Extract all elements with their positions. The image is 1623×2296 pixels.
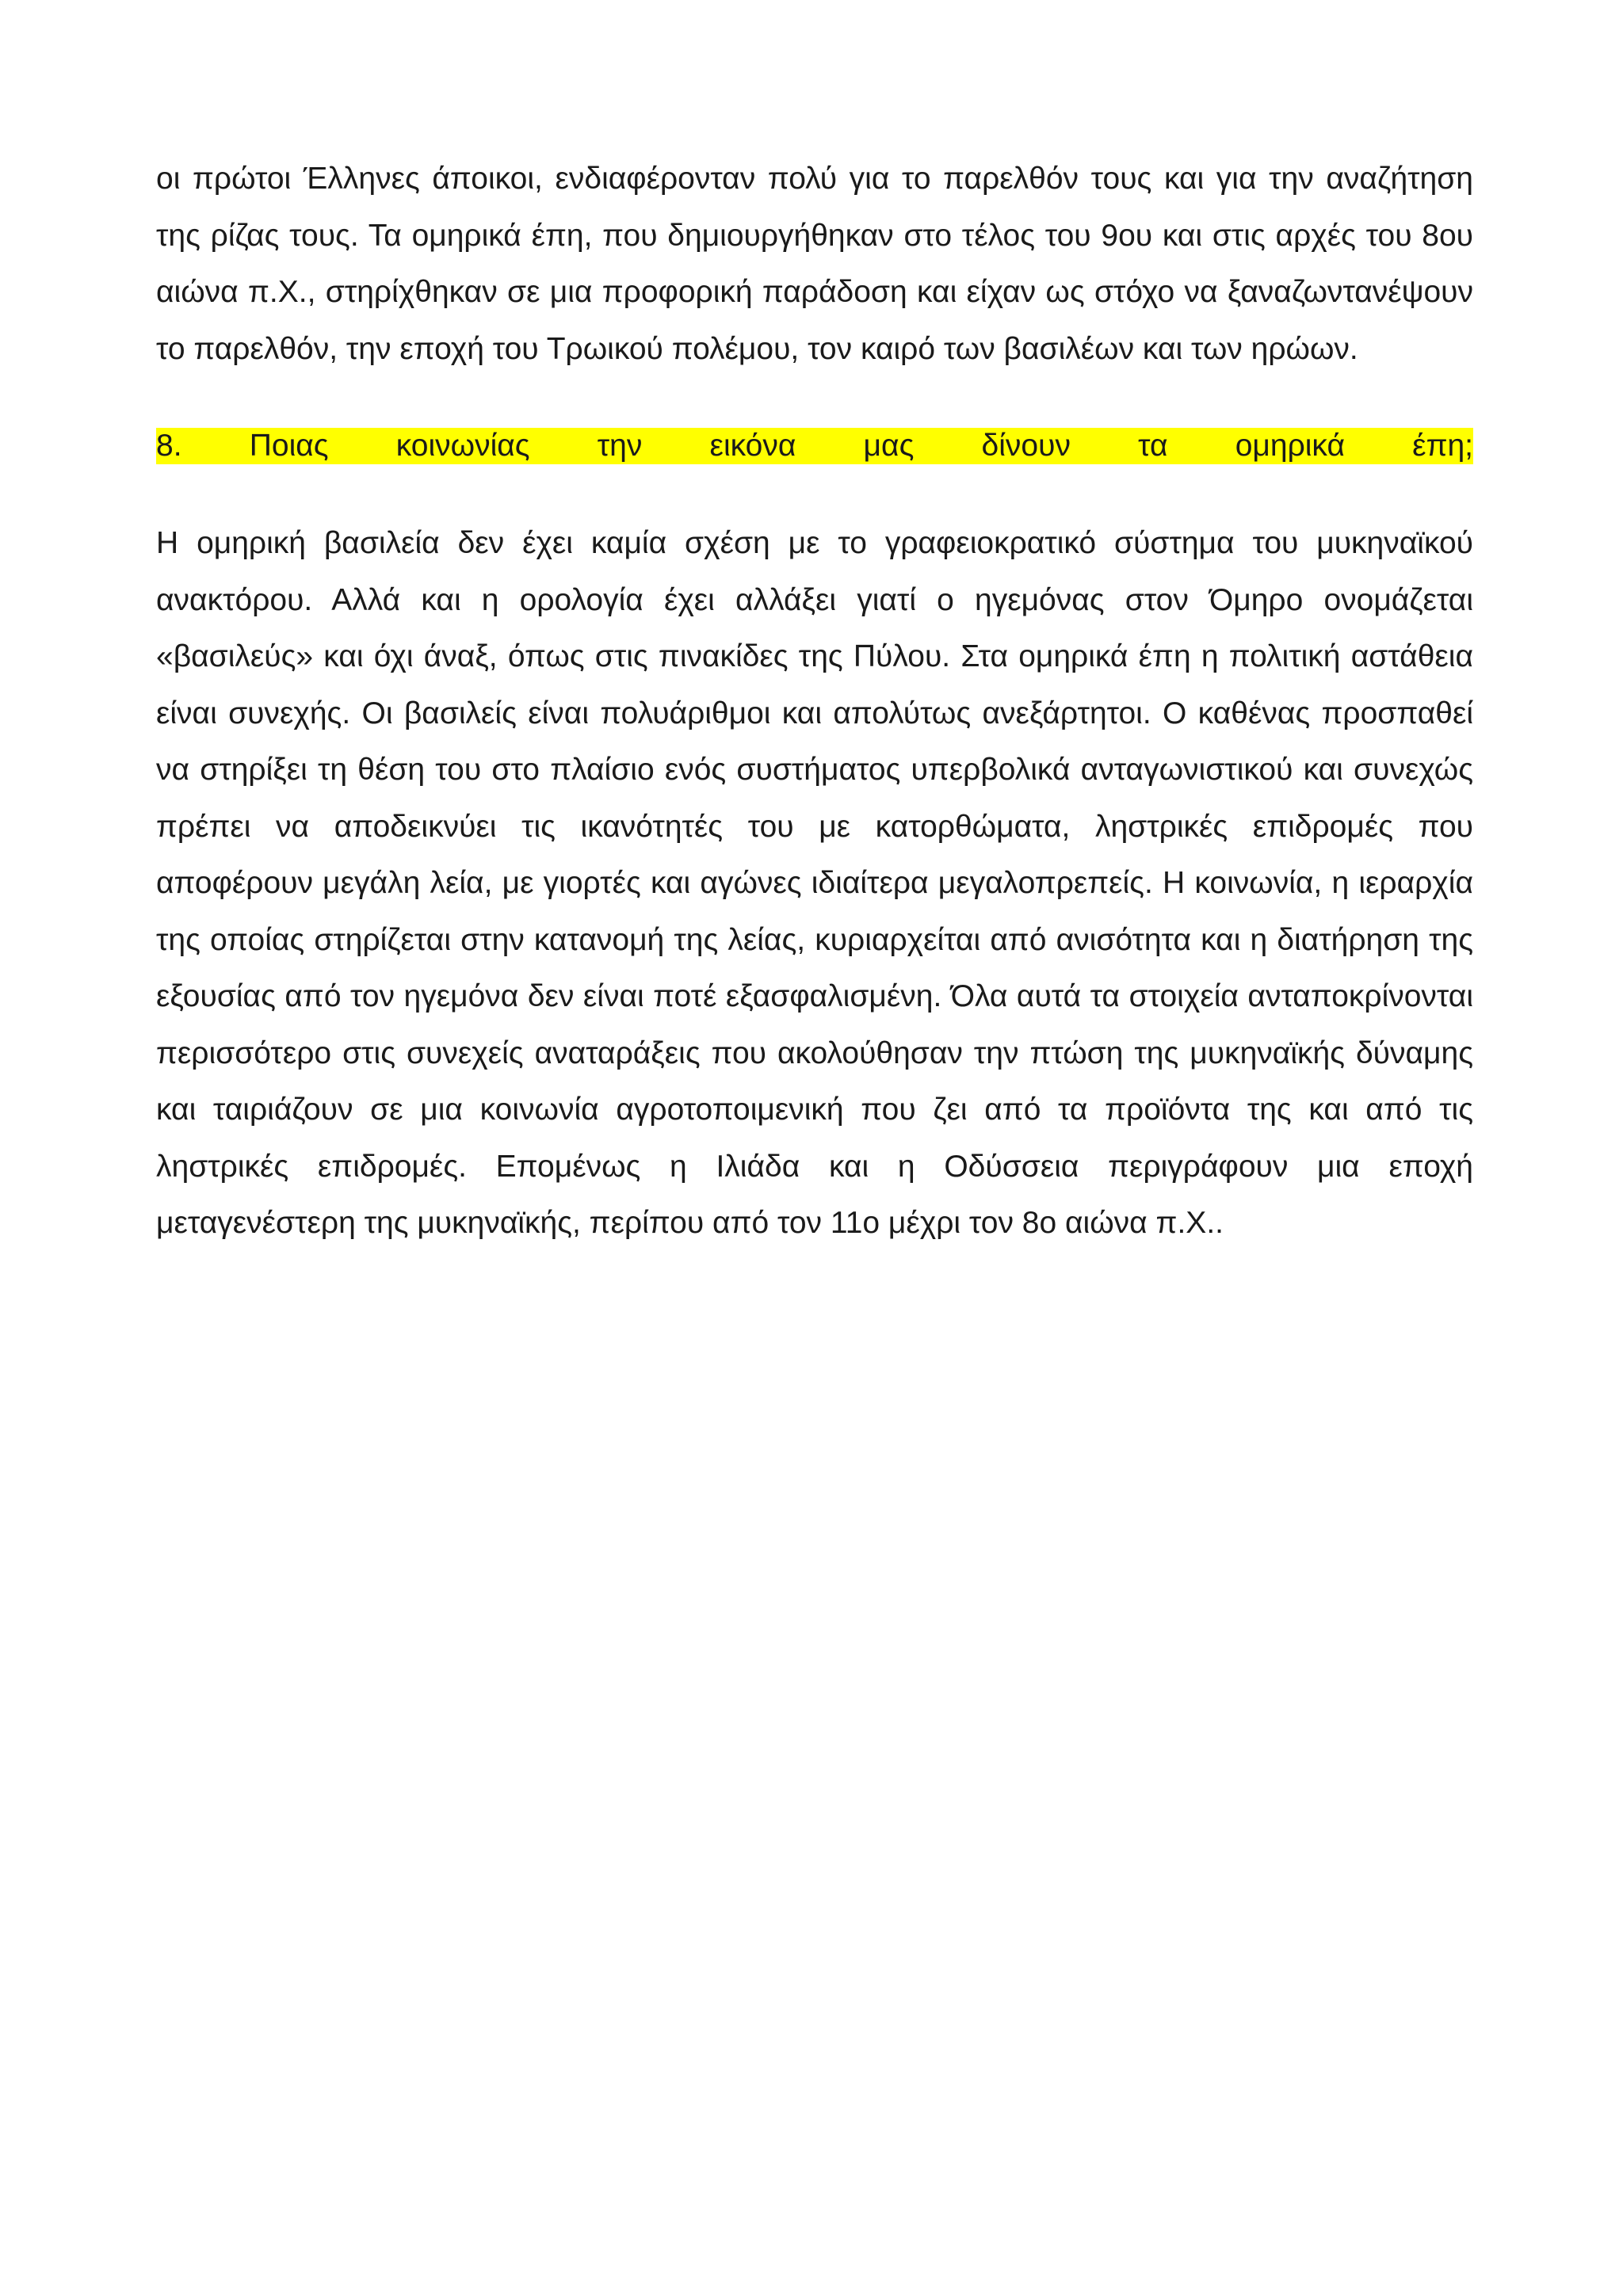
intro-paragraph: οι πρώτοι Έλληνες άποικοι, ενδιαφέρονταν πολύ για το παρελθόν τους και για την αναζήτηση της ρίζας τους. Τα ομηρικά έπη, που δημιουργήθηκαν στο τέλος του 9ου και στις αρχές του 8ου αιώνα π.Χ., στηρίχθηκαν σε μια προφορική παράδοση και είχαν ως στόχο να ξαναζωντανέψουν το παρελθόν, την εποχή του Τρωικού πολέμου, τον καιρό των βασιλέων και των ηρώων. [156,162,1473,366]
answer-paragraph: Η ομηρική βασιλεία δεν έχει καμία σχέση με το γραφειοκρατικό σύστημα του μυκηναϊκού ανακτόρου. Αλλά και η ορολογία έχει αλλάξει γιατί ο ηγεμόνας στον Όμηρο ονομάζεται «βασιλεύς» και όχι άναξ, όπως στις πινακίδες της Πύλου. Στα ομηρικά έπη η πολιτική αστάθεια είναι συνεχής. Οι βασιλείς είναι πολυάριθμοι και απολύτως ανεξάρτητοι. Ο καθένας προσπαθεί να στηρίξει τη θέση του στο πλαίσιο ενός συστήματος υπερβολικά ανταγωνιστικού και συνεχώς πρέπει να αποδεικνύει τις ικανότητές του με κατορθώματα, ληστρικές επιδρομές που αποφέρουν μεγάλη λεία, με γιορτές και αγώνες ιδιαίτερα μεγαλοπρεπείς. Η κοινωνία, η ιεραρχία της οποίας στηρίζεται στην κατανομή της λείας, κυριαρχείται από ανισότητα και η διατήρηση της εξουσίας από τον ηγεμόνα δεν είναι ποτέ εξασφαλισμένη. Όλα αυτά τα στοιχεία ανταποκρίνονται περισσότερο στις συνεχείς αναταράξεις που ακολούθησαν την πτώση της μυκηναϊκής δύναμης και ταιριάζουν σε μια κοινωνία αγροτοποιμενική που ζει από τα προϊόντα της και από τις ληστρικές επιδρομές. Επομένως η Ιλιάδα και η Οδύσσεια περιγράφουν μια εποχή μεταγενέστερη της μυκηναϊκής, περίπου από τον 11ο μέχρι τον 8ο αιώνα π.Χ.. [156,526,1473,1240]
question-heading: 8. Ποιας κοινωνίας την εικόνα μας δίνουν τα ομηρικά έπη; [156,429,1473,463]
question-heading-block [156,428,1473,464]
document-page [156,151,1473,1252]
